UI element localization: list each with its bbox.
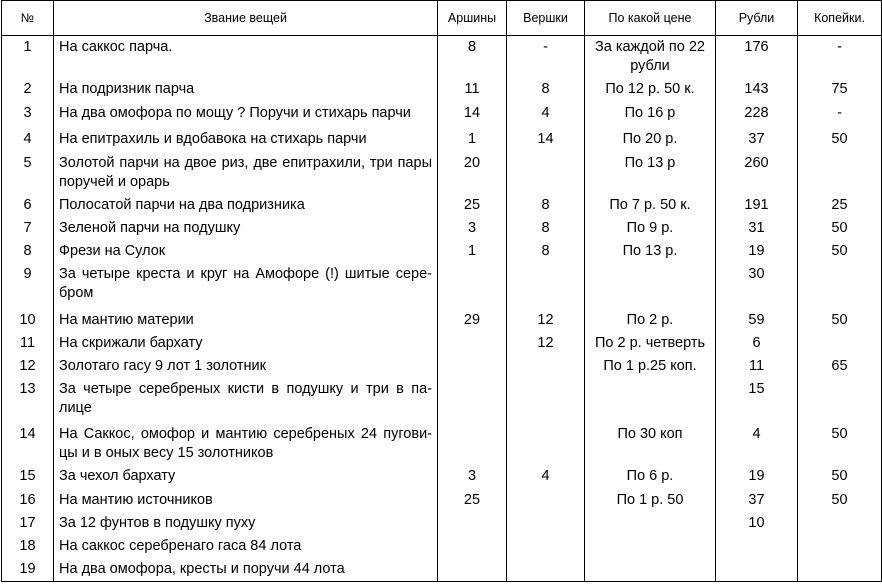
cell-rubles: 19 [716,240,798,263]
cell-item-name: На Саккос, омофор и мантию серебреных 24 пугови-цы и в оных весу 15 золотников [54,423,438,465]
cell-vershki [507,512,585,535]
cell-rubles: 19 [716,465,798,489]
cell-rubles: 176 [716,36,798,79]
table-header [2,1,882,36]
cell-item-name: Фрези на Сулок [54,240,438,263]
table-row [2,378,882,423]
cell-kopecks: 50 [798,489,882,512]
cell-arshiny [438,332,507,355]
cell-arshiny: 29 [438,309,507,332]
cell-arshiny: 25 [438,489,507,512]
table-row [2,263,882,309]
cell-item-name: На два омофора, кресты и поручи 44 лота [54,558,438,582]
cell-item-name: За четыре серебреных кисти в подушку и три в па-лице [54,378,438,423]
cell-rubles: 31 [716,217,798,240]
cell-price: По 13 р [585,152,716,194]
table-row [2,78,882,102]
cell-vershki: 12 [507,332,585,355]
cell-kopecks: - [798,36,882,79]
cell-price: За каждой по 22 рубли [585,36,716,79]
cell-rubles: 30 [716,263,798,309]
cell-price: По 30 коп [585,423,716,465]
cell-item-name: На скрижали бархату [54,332,438,355]
cell-number: 11 [2,332,54,355]
cell-kopecks [798,378,882,423]
header-kopecks: Копейки. [798,1,882,36]
cell-price: По 6 р. [585,465,716,489]
table-row [2,423,882,465]
cell-price: По 9 р. [585,217,716,240]
cell-kopecks [798,263,882,309]
cell-arshiny: 25 [438,194,507,217]
cell-item-name: Полосатой парчи на два подризника [54,194,438,217]
cell-rubles: 37 [716,128,798,152]
cell-number: 19 [2,558,54,582]
table-row [2,355,882,378]
cell-number: 15 [2,465,54,489]
cell-kopecks [798,152,882,194]
cell-kopecks: 50 [798,217,882,240]
cell-vershki: 14 [507,128,585,152]
cell-kopecks [798,332,882,355]
cell-kopecks [798,512,882,535]
cell-vershki: 8 [507,217,585,240]
cell-number: 7 [2,217,54,240]
cell-vershki [507,558,585,582]
cell-arshiny: 3 [438,217,507,240]
cell-kopecks: 50 [798,240,882,263]
table-row [2,489,882,512]
cell-vershki [507,355,585,378]
header-price: По какой цене [585,1,716,36]
cell-number: 6 [2,194,54,217]
cell-price: По 13 р. [585,240,716,263]
cell-kopecks [798,535,882,558]
cell-item-name: На епитрахиль и вдобавока на стихарь парчи [54,128,438,152]
cell-item-name: На саккос парча. [54,36,438,79]
cell-vershki: - [507,36,585,79]
cell-vershki: 4 [507,102,585,128]
table-row [2,217,882,240]
cell-rubles: 15 [716,378,798,423]
cell-kopecks: 50 [798,128,882,152]
cell-rubles: 59 [716,309,798,332]
cell-arshiny: 3 [438,465,507,489]
cell-arshiny [438,535,507,558]
table-row [2,332,882,355]
header-rubles: Рубли [716,1,798,36]
table-row [2,558,882,582]
table-row [2,36,882,79]
cell-vershki [507,489,585,512]
cell-kopecks: 65 [798,355,882,378]
cell-number: 18 [2,535,54,558]
cell-rubles [716,558,798,582]
cell-kopecks: 25 [798,194,882,217]
cell-kopecks: 50 [798,309,882,332]
cell-vershki: 4 [507,465,585,489]
cell-arshiny [438,558,507,582]
cell-number: 5 [2,152,54,194]
cell-vershki: 8 [507,78,585,102]
cell-kopecks: 75 [798,78,882,102]
table-row [2,240,882,263]
cell-number: 2 [2,78,54,102]
cell-price: По 1 р.25 коп. [585,355,716,378]
cell-number: 13 [2,378,54,423]
cell-item-name: За четыре креста и круг на Амофоре (!) шитые сере-бром [54,263,438,309]
cell-price: По 20 р. [585,128,716,152]
cell-arshiny [438,512,507,535]
cell-kopecks [798,558,882,582]
cell-rubles: 4 [716,423,798,465]
cell-arshiny: 20 [438,152,507,194]
cell-price [585,512,716,535]
table-row [2,128,882,152]
cell-item-name: На мантию материи [54,309,438,332]
cell-price: По 2 р. четверть [585,332,716,355]
cell-rubles: 191 [716,194,798,217]
cell-kopecks: - [798,102,882,128]
cell-arshiny: 1 [438,240,507,263]
cell-arshiny [438,355,507,378]
table-row [2,512,882,535]
table-body [2,36,882,582]
cell-arshiny [438,378,507,423]
table-row [2,194,882,217]
cell-price [585,378,716,423]
cell-item-name: На саккос серебренаго гаса 84 лота [54,535,438,558]
cell-price: По 7 р. 50 к. [585,194,716,217]
cell-vershki: 8 [507,240,585,263]
cell-rubles: 260 [716,152,798,194]
table-row [2,152,882,194]
cell-rubles: 10 [716,512,798,535]
cell-vershki [507,152,585,194]
cell-item-name: За 12 фунтов в подушку пуху [54,512,438,535]
cell-rubles: 228 [716,102,798,128]
cell-item-name: Золотаго гасу 9 лот 1 золотник [54,355,438,378]
cell-arshiny: 14 [438,102,507,128]
cell-arshiny [438,263,507,309]
cell-arshiny [438,423,507,465]
cell-number: 12 [2,355,54,378]
cell-arshiny: 8 [438,36,507,79]
header-vershki: Вершки [507,1,585,36]
cell-item-name: За чехол бархату [54,465,438,489]
table-row [2,102,882,128]
cell-price [585,263,716,309]
cell-vershki [507,263,585,309]
cell-item-name: На два омофора по мощу ? Поручи и стихарь парчи [54,102,438,128]
cell-vershki: 12 [507,309,585,332]
cell-item-name: Зеленой парчи на подушку [54,217,438,240]
cell-price: По 16 р [585,102,716,128]
cell-item-name: Золотой парчи на двое риз, две епитрахили, три пары поручей и орарь [54,152,438,194]
table-row [2,465,882,489]
header-row [2,1,882,36]
cell-price: По 12 р. 50 к. [585,78,716,102]
cell-number: 10 [2,309,54,332]
cell-number: 4 [2,128,54,152]
cell-price [585,558,716,582]
cell-item-name: На подризник парча [54,78,438,102]
cell-number: 3 [2,102,54,128]
cell-rubles: 6 [716,332,798,355]
header-number: № [2,1,54,36]
cell-arshiny: 11 [438,78,507,102]
cell-number: 1 [2,36,54,79]
cell-price: По 2 р. [585,309,716,332]
cell-number: 16 [2,489,54,512]
cell-vershki [507,378,585,423]
inventory-table [1,0,882,582]
cell-number: 9 [2,263,54,309]
cell-vershki: 8 [507,194,585,217]
cell-rubles: 37 [716,489,798,512]
cell-number: 17 [2,512,54,535]
cell-price: По 1 р. 50 [585,489,716,512]
cell-rubles: 143 [716,78,798,102]
cell-number: 8 [2,240,54,263]
cell-vershki [507,423,585,465]
cell-item-name: На мантию источников [54,489,438,512]
cell-number: 14 [2,423,54,465]
cell-kopecks: 50 [798,465,882,489]
cell-rubles [716,535,798,558]
header-item-name: Звание вещей [54,1,438,36]
cell-arshiny: 1 [438,128,507,152]
table-row [2,535,882,558]
cell-kopecks: 50 [798,423,882,465]
cell-price [585,535,716,558]
cell-rubles: 11 [716,355,798,378]
header-arshiny: Аршины [438,1,507,36]
table-row [2,309,882,332]
cell-vershki [507,535,585,558]
